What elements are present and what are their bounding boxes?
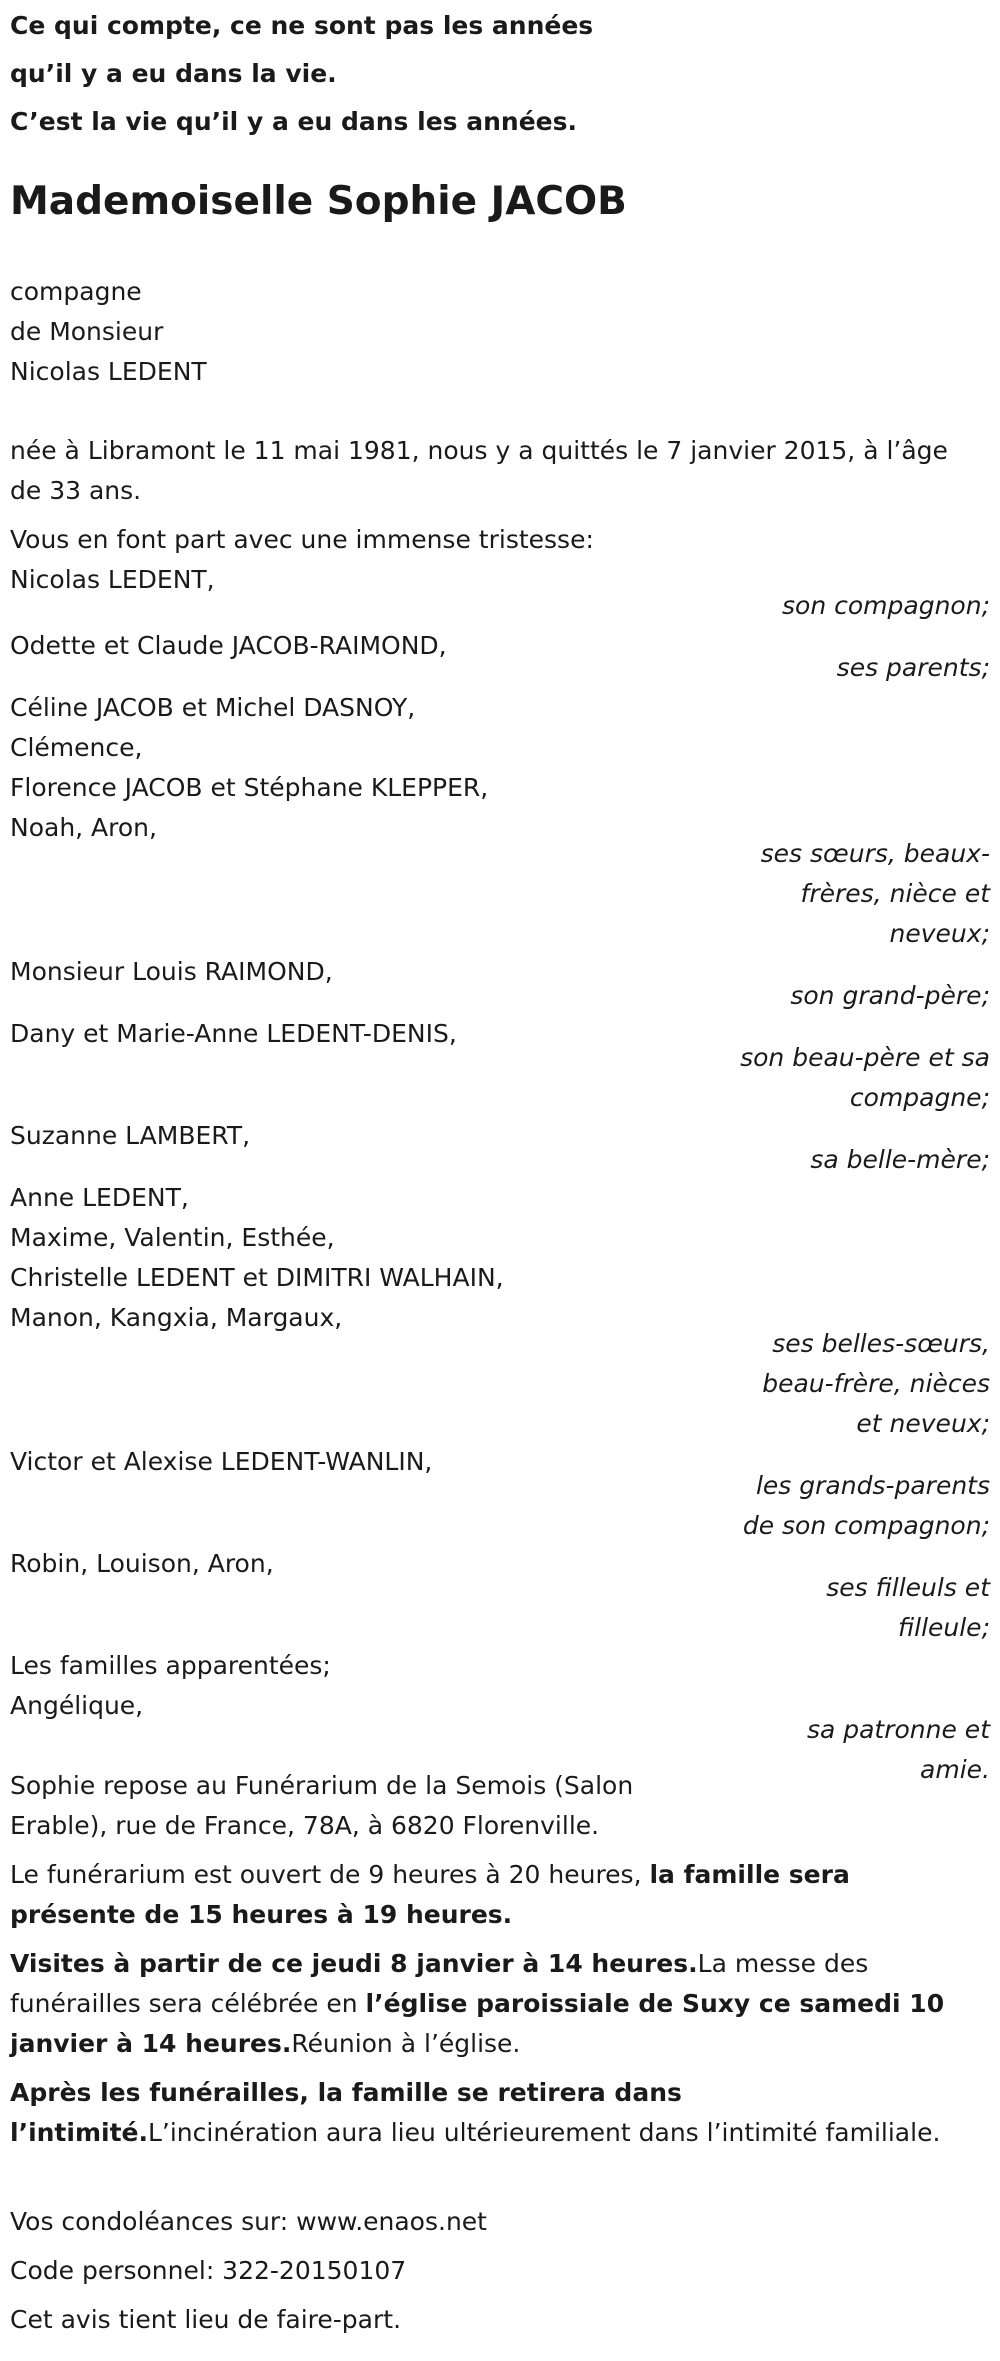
family-role: sa belle-mère; (810, 1145, 990, 1174)
quote-line-3: C’est la vie qu’il y a eu dans les années. (10, 107, 577, 136)
family-member-name: Florence JACOB et Stéphane KLEPPER, (10, 773, 489, 802)
family-role: ses belles-sœurs, beau-frère, nièces et neveux; (762, 1329, 990, 1438)
family-member-name: Clémence, (10, 733, 143, 762)
mass-location-time: l’église paroissiale de Suxy ce samedi 10 janvier à 14 heures. (10, 1989, 945, 2058)
birth-death-line-2: de 33 ans. (10, 476, 142, 505)
family-role: son compagnon; (782, 591, 990, 620)
family-member-name: Anne LEDENT, (10, 1183, 189, 1212)
birth-death-line-1: née à Libramont le 11 mai 1981, nous y a quittés le 7 janvier 2015, à l’âge (10, 436, 948, 465)
family-retreat: Après les funérailles, la famille se retirera dans l’intimité. (10, 2078, 682, 2147)
funerarium-hours-text: Le funérarium est ouvert de 9 heures à 20 heures, (10, 1860, 650, 1889)
companion-line-2: de Monsieur (10, 317, 164, 346)
companion-line-3: Nicolas LEDENT (10, 357, 207, 386)
deceased-name: Mademoiselle Sophie JACOB (10, 179, 627, 224)
family-member-name: Noah, Aron, (10, 813, 157, 842)
family-member-name: Victor et Alexise LEDENT-WANLIN, (10, 1447, 433, 1476)
companion-line-1: compagne (10, 277, 142, 306)
funerarium-hours (10, 1855, 970, 1935)
family-member-name: Christelle LEDENT et DIMITRI WALHAIN, (10, 1263, 504, 1292)
condolences-link: Vos condoléances sur: www.enaos.net (10, 2207, 487, 2236)
family-member-name: Monsieur Louis RAIMOND, (10, 957, 333, 986)
announcement-intro: Vous en font part avec une immense tristesse: (10, 525, 594, 554)
after-funeral (10, 2073, 970, 2153)
family-member-name: Maxime, Valentin, Esthée, (10, 1223, 335, 1252)
repose-line-1: Sophie repose au Funérarium de la Semois (Salon (10, 1771, 634, 1800)
mass-text: La messe des funérailles sera célébrée en (10, 1949, 869, 2018)
visit-hours: Visites à partir de ce jeudi 8 janvier à 14 heures. (10, 1949, 698, 1978)
repose-line-2: Erable), rue de France, 78A, à 6820 Florenville. (10, 1811, 600, 1840)
family-role: sa patronne et amie. (806, 1715, 990, 1784)
family-member-name: Angélique, (10, 1691, 144, 1720)
family-role: les grands-parents de son compagnon; (742, 1471, 990, 1540)
family-member-name: Céline JACOB et Michel DASNOY, (10, 693, 416, 722)
quote-line-1: Ce qui compte, ce ne sont pas les années (10, 11, 594, 40)
family-member-name: Dany et Marie-Anne LEDENT-DENIS, (10, 1019, 457, 1048)
meeting-place: Réunion à l’église. (291, 2029, 521, 2058)
personal-code: Code personnel: 322-20150107 (10, 2256, 407, 2285)
family-role: ses filleuls et filleule; (826, 1573, 990, 1642)
family-member-name: Les familles apparentées; (10, 1651, 331, 1680)
footer-note: Cet avis tient lieu de faire-part. (10, 2305, 402, 2334)
cremation-text: L’incinération aura lieu ultérieurement dans l’intimité familiale. (147, 2118, 941, 2147)
quote-line-2: qu’il y a eu dans la vie. (10, 59, 337, 88)
family-member-name: Suzanne LAMBERT, (10, 1121, 251, 1150)
family-role: ses parents; (836, 653, 990, 682)
family-role: son grand-père; (790, 981, 990, 1010)
family-presence-hours: la famille sera présente de 15 heures à 19 heures. (10, 1860, 850, 1929)
family-member-name: Odette et Claude JACOB-RAIMOND, (10, 631, 447, 660)
family-member-name: Robin, Louison, Aron, (10, 1549, 274, 1578)
family-role: ses sœurs, beaux- frères, nièce et neveux; (760, 839, 990, 948)
family-member-name: Nicolas LEDENT, (10, 565, 215, 594)
visits-and-mass (10, 1944, 970, 2064)
family-member-name: Manon, Kangxia, Margaux, (10, 1303, 343, 1332)
family-role: son beau-père et sa compagne; (740, 1043, 990, 1112)
